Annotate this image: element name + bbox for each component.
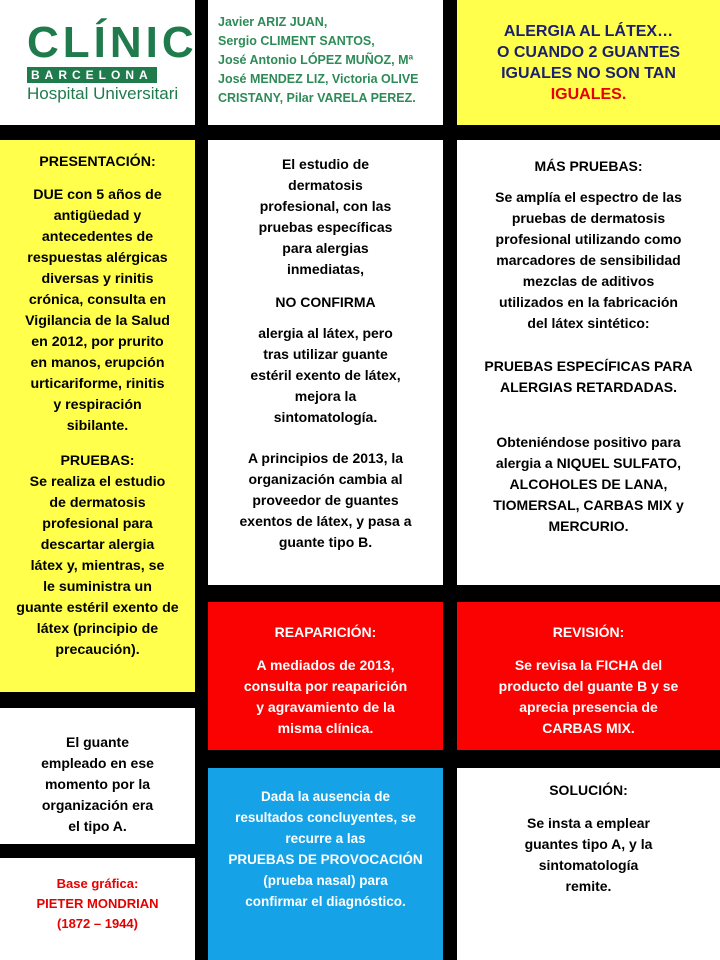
estudio-line: guante tipo B. — [278, 534, 373, 550]
presentacion-line: respuestas alérgicas — [27, 250, 168, 266]
reaparicion-panel — [208, 602, 443, 750]
solucion-line: guantes tipo A, y la — [524, 836, 653, 852]
estudio-line: sintomatología. — [273, 409, 378, 425]
authors-panel — [208, 0, 443, 125]
provocacion-panel — [208, 768, 443, 960]
mas-pruebas-line: MERCURIO. — [548, 518, 629, 534]
pruebas-line: precaución). — [55, 642, 140, 658]
presentacion-line: crónica, consulta en — [28, 292, 167, 308]
provocacion-line: PRUEBAS DE PROVOCACIÓN — [228, 852, 423, 867]
estudio-line: proveedor de guantes — [252, 492, 399, 508]
mas-pruebas-line: alergia a NIQUEL SULFATO, — [495, 455, 682, 471]
tipo-a-line: organización era — [41, 797, 154, 813]
pruebas-line: látex (principio de — [36, 621, 159, 637]
revision-line: producto del guante B y se — [498, 678, 679, 694]
estudio-line: El estudio de — [281, 156, 370, 172]
presentacion-line: en manos, erupción — [30, 355, 165, 371]
reaparicion-line: misma clínica. — [277, 720, 374, 736]
estudio-line: estéril exento de látex, — [250, 367, 401, 383]
presentacion-line: antecedentes de — [41, 229, 154, 245]
mas-pruebas-line: mezclas de aditivos — [522, 273, 655, 289]
mas-pruebas-line: utilizados en la fabricación — [499, 294, 678, 310]
reaparicion-line: consulta por reaparición — [243, 678, 408, 694]
revision-heading: REVISIÓN: — [552, 624, 625, 640]
mas-pruebas-heading: MÁS PRUEBAS: — [534, 158, 643, 174]
presentacion-line: diversas y rinitis — [41, 271, 154, 287]
solucion-panel — [457, 768, 720, 960]
mas-pruebas-line: PRUEBAS ESPECÍFICAS PARA — [484, 358, 693, 374]
provocacion-line: resultados concluyentes, se — [235, 810, 416, 825]
pruebas-heading: PRUEBAS: — [60, 453, 135, 469]
estudio-panel — [208, 140, 443, 585]
revision-panel — [457, 602, 720, 750]
solucion-line: remite. — [565, 878, 612, 894]
revision-line: CARBAS MIX. — [542, 720, 635, 736]
base-line: (1872 – 1944) — [57, 916, 138, 931]
mas-pruebas-panel — [457, 140, 720, 585]
logo-clinic: CLÍNIC — [27, 18, 198, 67]
estudio-line: mejora la — [294, 388, 357, 404]
author-line: Javier ARIZ JUAN, — [218, 15, 328, 29]
author-line: José Antonio LÓPEZ MUÑOZ, Mª — [218, 53, 414, 67]
revision-line: aprecia presencia de — [519, 699, 658, 715]
guante-tipo-a-panel — [0, 708, 195, 844]
mas-pruebas-line: marcadores de sensibilidad — [496, 252, 681, 268]
pruebas-line: descartar alergia — [40, 537, 155, 553]
presentacion-line: en 2012, por prurito — [31, 334, 164, 350]
title-line: O CUANDO 2 GUANTES — [496, 43, 681, 61]
presentacion-line: DUE con 5 años de — [33, 187, 162, 203]
presentacion-line: urticariforme, rinitis — [30, 376, 165, 392]
presentacion-panel — [0, 140, 195, 692]
provocacion-line: (prueba nasal) para — [263, 873, 388, 888]
base-grafica-panel — [0, 858, 195, 960]
estudio-line: profesional, con las — [259, 198, 392, 214]
mas-pruebas-line: ALCOHOLES DE LANA, — [509, 476, 668, 492]
logo-panel — [0, 0, 198, 125]
provocacion-line: recurre a las — [285, 831, 366, 846]
mas-pruebas-line: del látex sintético: — [527, 315, 650, 331]
estudio-line: inmediatas, — [286, 261, 365, 277]
author-line: Sergio CLIMENT SANTOS, — [218, 34, 375, 48]
title-line: IGUALES NO SON TAN — [501, 64, 676, 82]
solucion-line: sintomatología — [538, 857, 639, 873]
estudio-line: exentos de látex, y pasa a — [239, 513, 412, 529]
pruebas-line: látex y, mientras, se — [30, 558, 165, 574]
presentacion-line: Vigilancia de la Salud — [25, 313, 170, 329]
mas-pruebas-line: Obteniéndose positivo para — [496, 434, 681, 450]
estudio-line: para alergias — [282, 240, 369, 256]
no-confirma-label: NO CONFIRMA — [275, 294, 376, 310]
estudio-line: dermatosis — [288, 177, 363, 193]
estudio-line: A principios de 2013, la — [247, 450, 404, 466]
provocacion-line: Dada la ausencia de — [260, 789, 391, 804]
provocacion-line: confirmar el diagnóstico. — [245, 894, 406, 909]
solucion-heading: SOLUCIÓN: — [549, 782, 628, 798]
revision-line: Se revisa la FICHA del — [514, 657, 663, 673]
mas-pruebas-line: TIOMERSAL, CARBAS MIX y — [493, 497, 684, 513]
title-panel — [457, 0, 720, 125]
estudio-line: tras utilizar guante — [263, 346, 388, 362]
mas-pruebas-line: pruebas de dermatosis — [511, 210, 666, 226]
tipo-a-line: empleado en ese — [41, 755, 154, 771]
presentacion-line: antigüedad y — [53, 208, 142, 224]
tipo-a-line: momento por la — [44, 776, 150, 792]
author-line: CRISTANY, Pilar VARELA PEREZ. — [218, 91, 416, 105]
solucion-line: Se insta a emplear — [527, 815, 650, 831]
title-line: ALERGIA AL LÁTEX… — [503, 22, 674, 40]
tipo-a-line: el tipo A. — [68, 818, 127, 834]
base-line: PIETER MONDRIAN — [36, 896, 159, 911]
pruebas-line: Se realiza el estudio — [29, 474, 166, 490]
mas-pruebas-line: profesional utilizando como — [495, 231, 682, 247]
mas-pruebas-line: ALERGIAS RETARDADAS. — [499, 379, 678, 395]
logo-barcelona: BARCELONA — [27, 67, 157, 83]
reaparicion-line: y agravamiento de la — [256, 699, 395, 715]
tipo-a-line: El guante — [65, 734, 129, 750]
author-line: José MENDEZ LIZ, Victoria OLIVE — [218, 72, 419, 86]
estudio-line: organización cambia al — [248, 471, 403, 487]
estudio-line: pruebas específicas — [258, 219, 393, 235]
presentacion-heading: PRESENTACIÓN: — [39, 154, 156, 170]
reaparicion-line: A mediados de 2013, — [256, 657, 395, 673]
presentacion-line: y respiración — [53, 397, 142, 413]
pruebas-line: guante estéril exento de — [16, 600, 179, 616]
logo-hospital: Hospital Universitari — [27, 84, 179, 103]
reaparicion-heading: REAPARICIÓN: — [274, 624, 377, 640]
title-line-red: IGUALES. — [550, 85, 627, 103]
pruebas-line: le suministra un — [43, 579, 152, 595]
base-line: Base gráfica: — [56, 876, 139, 891]
estudio-line: alergia al látex, pero — [258, 325, 393, 341]
pruebas-line: profesional para — [42, 516, 153, 532]
presentacion-line: sibilante. — [66, 418, 129, 434]
mas-pruebas-line: Se amplía el espectro de las — [495, 189, 682, 205]
pruebas-line: de dermatosis — [49, 495, 146, 511]
